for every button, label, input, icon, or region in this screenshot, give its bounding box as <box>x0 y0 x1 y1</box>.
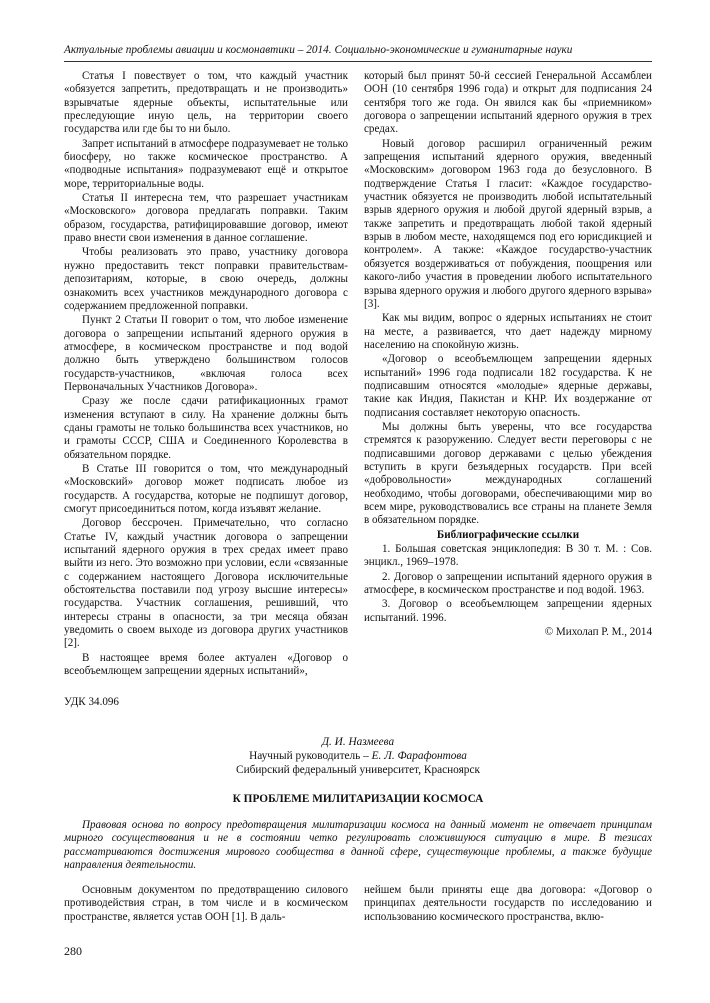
paragraph: В Статье III говорится о том, что международный «Московский» договор может подписать любое из государств. А государства, которые не подпишут договор, смогут присоединиться потом, когда изъявят желание. <box>64 462 348 515</box>
paragraph: Пункт 2 Статьи II говорит о том, что любое изменение договора о запрещении испытаний ядерного оружия в атмосфере, в космическом пространстве и под водой должно быть утверждено большинством голосов государств-участников, «включая голоса всех Первоначальных Участников Договора». <box>64 314 348 393</box>
right-column <box>364 70 652 640</box>
copyright-line: © Михолап Р. М., 2014 <box>544 626 652 639</box>
abstract <box>64 819 652 872</box>
article-title: К ПРОБЛЕМЕ МИЛИТАРИЗАЦИИ КОСМОСА <box>232 793 484 805</box>
header-divider <box>64 61 652 62</box>
bibliography-entry: 2. Договор о запрещении испытаний ядерного оружия в атмосфере, в космическом пространстве и под водой. 1963. <box>364 570 652 597</box>
author-name: Д. И. Назмеева <box>321 736 395 748</box>
udc-code: УДК 34.096 <box>64 696 119 708</box>
paragraph: Статья I повествует о том, что каждый участник «обязуется запретить, предотвращать и не производить» взрывчатые ядерные объекты, испытательные или преследующие иную цель, на территории своего государства или где бы то ни было. <box>64 70 348 136</box>
paragraph: Сразу же после сдачи ратификационных грамот изменения вступают в силу. На хранение должны быть сданы грамоты не только большинства всех участников, но и грамоты СССР, США и Соединенного Королевства в обязательном порядке. <box>64 395 348 461</box>
supervisor-label: Научный руководитель – <box>249 750 372 762</box>
paragraph: Новый договор расширил ограниченный режим запрещения испытаний ядерного оружия, введенный «Московским» договором 1963 года до безусловного. В подтверждение Статья I гласит: «Каждое государство-участник обязуется не производить любой испытательный взрыв ядерного оружия и любой другой ядерный взрыв, а также запретить и предотвращать любой такой ядерный взрыв в любом месте, находящемся под его юрисдикцией и контролем». А также: «Каждое государство-участник обязуется воздерживаться от побуждения, поощрения или какого-либо участия в проведении любого испытательного взрыва ядерного оружия и любого другого ядерного взрыва» [3]. <box>364 137 652 310</box>
paragraph: Статья II интересна тем, что разрешает участникам «Московского» договора предлагать поправки. Таким образом, государства, ратифицировавшие договор, имеют право внести свои изменения в данное соглашение. <box>64 192 348 245</box>
paragraph: Основным документом по предотвращению силового противодействия стран, в том числе и в космическом пространстве, является устав ООН [1]. В даль- <box>64 884 348 923</box>
author-block <box>64 735 652 777</box>
abstract-text: Правовая основа по вопросу предотвращения милитаризации космоса на данный момент не отвечает принципам мирного сосуществования и не в состоянии четко регулировать сложившуюся ситуацию в мире. В тезисах рассматриваются достижения мирового сообщества в данной сфере, существующие проблемы, а также будущие направления деятельности. <box>64 819 652 872</box>
paragraph: Договор бессрочен. Примечательно, что согласно Статье IV, каждый участник договора о запрещении испытаний ядерного оружия в трех средах имеет право выйти из него. Это возможно при условии, если «связанные с содержанием настоящего Договора исключительные обстоятельства поставили под угрозу высшие интересы» государства. Участник соглашения, решивший, что интересы страны в опасности, за три месяца обязан уведомить о своем выходе из договора других участников [2]. <box>64 517 349 650</box>
bibliography-entry: 3. Договор о всеобъемлющем запрещении ядерных испытаний. 1996. <box>364 598 652 624</box>
paragraph: Запрет испытаний в атмосфере подразумевает не только биосферу, но также космическое пространство. А «подводные испытания» подразумевают ещё и открытое море, территориальные воды. <box>64 137 348 190</box>
page-number: 280 <box>64 944 82 958</box>
paragraph-continuation: который был принят 50-й сессией Генеральной Ассамблеи ООН (10 сентября 1996 года) и открыт для подписания 24 сентября того же года. Он явился как бы «приемником» договора о запрещении испытаний ядерного оружия в трех средах. <box>364 70 652 136</box>
paragraph: Мы должны быть уверены, что все государства стремятся к разоружению. Следует вести переговоры с не подписавшими договор державами с целью убеждения вступить в круги безъядерных государств. При всей «добровольности» международных соглашений необходимо, чтобы договорами, обеспечивающими мир во всем мире, руководствовались все страны на планете Земля в обязательном порядке. <box>364 420 652 527</box>
affiliation: Сибирский федеральный университет, Красноярск <box>236 764 480 776</box>
supervisor-line <box>64 749 652 763</box>
bibliography-heading: Библиографические ссылки <box>436 528 580 541</box>
paragraph: Как мы видим, вопрос о ядерных испытаниях не стоит на месте, а развивается, что дает надежду мирному населению на спокойную жизнь. <box>364 312 652 351</box>
bibliography-entry: 1. Большая советская энциклопедия: В 30 т. М. : Сов. энцикл., 1969–1978. <box>364 543 652 569</box>
running-header: Актуальные проблемы авиации и космонавтики – 2014. Социально-экономические и гуманитарные науки <box>64 44 573 56</box>
body-left-column <box>64 884 348 924</box>
body-right-column <box>364 884 652 924</box>
paragraph: Чтобы реализовать это право, участнику договора нужно предоставить текст поправки правительствам-депозитариям, которые, в свою очередь, должны ознакомить всех участников международного договора с содержанием предложенной поправки. <box>64 246 348 312</box>
paragraph: нейшем были приняты еще два договора: «Договор о принципах деятельности государств по исследованию и использованию космического пространства, вклю- <box>364 884 652 923</box>
supervisor-name: Е. Л. Фарафонтова <box>371 750 467 762</box>
left-column <box>64 70 348 679</box>
paragraph: В настоящее время более актуален «Договор о всеобъемлющем запрещении ядерных испытаний», <box>64 651 348 678</box>
paragraph: «Договор о всеобъемлющем запрещении ядерных испытаний» 1996 года подписали 182 государства. К не подписавшим относятся «молодые» ядерные державы, такие как Индия, Пакистан и КНР. Их воздержание от подписания составляет некоторую опасность. <box>364 353 652 419</box>
